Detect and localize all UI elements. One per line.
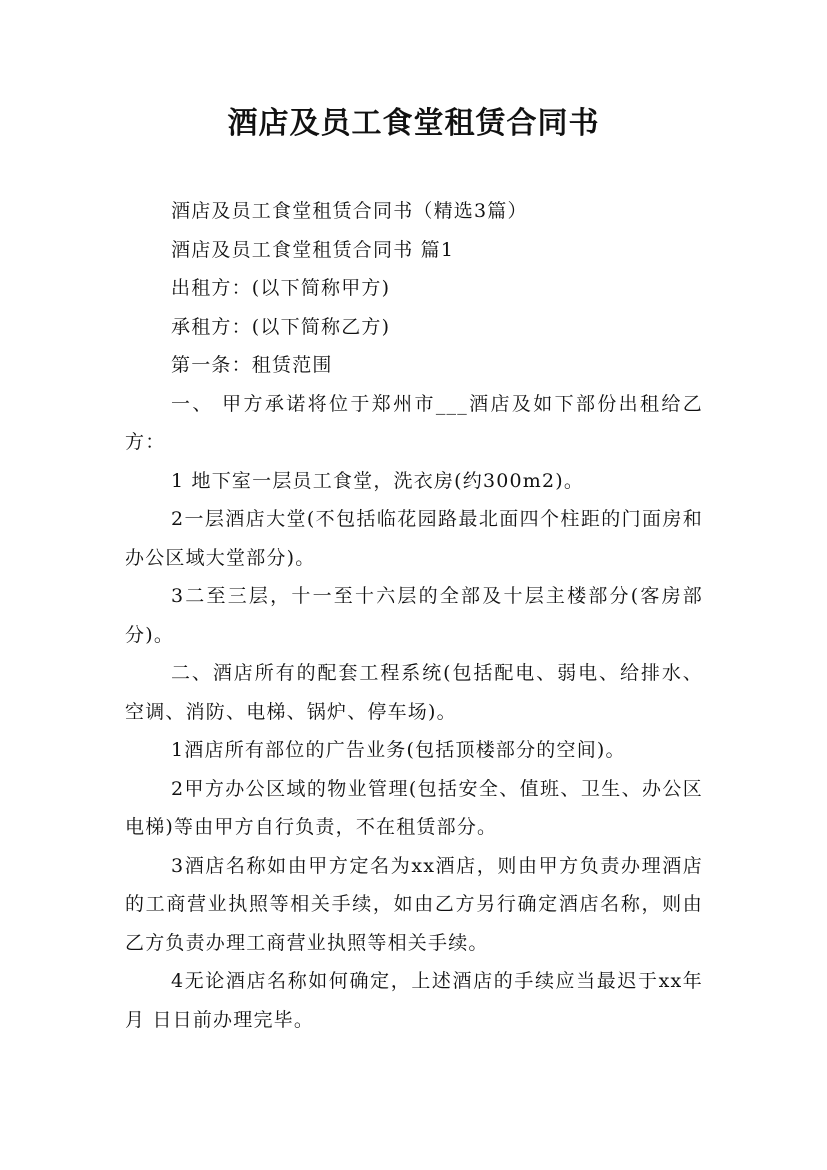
document-body <box>125 192 703 1039</box>
paragraph-item-1-3: 3二至三层，十一至十六层的全部及十层主楼部分(客房部分)。 <box>125 585 703 646</box>
paragraph-clause-1: 一、 甲方承诺将位于郑州市___酒店及如下部份出租给乙方： <box>125 392 703 453</box>
paragraph-item-1-1: 1 地下室一层员工食堂，洗衣房(约300m2)。 <box>171 469 585 492</box>
paragraph-item-2-4: 4无论酒店名称如何确定，上述酒店的手续应当最迟于xx年 月 日日前办理完毕。 <box>125 970 703 1031</box>
paragraph-item-2-3: 3酒店名称如由甲方定名为xx酒店，则由甲方负责办理酒店的工商营业执照等相关手续，如由乙方另行确定酒店名称，则由乙方负责办理工商营业执照等相关手续。 <box>125 854 703 954</box>
paragraph-item-1-2: 2一层酒店大堂(不包括临花园路最北面四个柱距的门面房和办公区域大堂部分)。 <box>125 508 703 569</box>
paragraph-subtitle: 酒店及员工食堂租赁合同书（精选3篇） <box>171 200 528 222</box>
paragraph-item-2-2: 2甲方办公区域的物业管理(包括安全、值班、卫生、办公区电梯)等由甲方自行负责，不在租赁部分。 <box>125 777 703 838</box>
paragraph-item-2-1: 1酒店所有部位的广告业务(包括顶楼部分的空间)。 <box>171 739 626 761</box>
paragraph-lessee: 承租方：(以下简称乙方) <box>171 315 391 338</box>
paragraph-lessor: 出租方：(以下简称甲方) <box>171 277 391 299</box>
document-title: 酒店及员工食堂租赁合同书 <box>227 106 600 141</box>
paragraph-clause-2: 二、酒店所有的配套工程系统(包括配电、弱电、给排水、空调、消防、电梯、锅炉、停车场)。 <box>125 662 703 723</box>
paragraph-section-heading: 酒店及员工食堂租赁合同书 篇1 <box>171 238 455 261</box>
paragraph-article-1: 第一条：租赁范围 <box>171 354 333 376</box>
